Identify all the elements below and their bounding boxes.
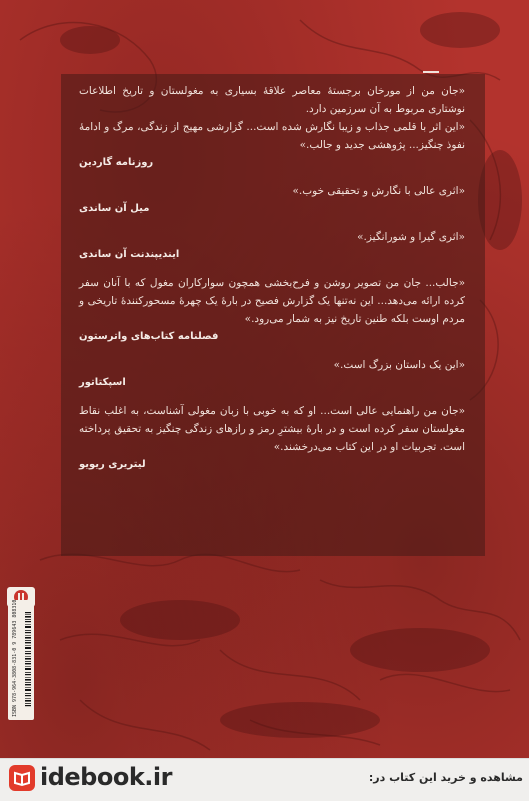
quote-source-5: اسپکتاتور (79, 377, 126, 388)
isbn-number: ISBN 978-964-3808-831-0 (12, 647, 18, 717)
quote-3: «اثری گیرا و شورانگیز.» (357, 231, 465, 243)
quote-source-2: میل آن ساندی (79, 203, 150, 214)
quote-6: «جان من راهنمایی عالی است... او که به خوبی با زبان مغولی آشناست، به اغلب نقاط مغولستان سفر کرده است و در بارهٔ بیشترِ رمز و رازهای زندگی چنگیز به تحقیق پرداخته است. تجربیات او در این کتاب می‌درخشند.» (79, 405, 465, 453)
quote-source-6: لیتریری ریویو (79, 459, 146, 470)
quote-4: «جالب... جان من تصویر روشن و فرح‌بخشی همچون سوارکاران مغول که با آنان سفر کرده ارائه می‌دهد... این نه‌تنها یک گزارش فصیح در بارهٔ یک چهرهٔ مسحورکنندهٔ تاریخی و مردم اوست بلکه طنین تاریخ نیز به شمار می‌رود.» (79, 277, 465, 325)
isbn-label (12, 599, 28, 717)
intro-text: «جان من از مورخان برجستهٔ معاصر علاقهٔ بسیاری به مغولستان و تاریخ اطلاعات نوشتاری مربوط به آن سرزمین دارد. (79, 85, 465, 115)
quote-source-3: ایندیپندنت آن ساندی (79, 249, 180, 260)
review-panel (61, 74, 485, 556)
barcode-digits: 9 789643 808310 (12, 599, 18, 645)
quote-source-4: فصلنامه کتاب‌های واترستون (79, 331, 219, 342)
quote-2: «اثری عالی با نگارش و تحقیقی خوب.» (292, 185, 465, 197)
idebook-brand[interactable]: idebook.ir (40, 763, 172, 791)
quote-source-1: روزنامه گاردین (79, 157, 154, 168)
watermark-caption: مشاهده و خرید این کتاب در: (368, 771, 523, 784)
quote-1: «این اثر با قلمی جذاب و زیبا نگارش شده است... گزارشی مهیج از زندگی، مرگ و ادامهٔ نفوذ چنگیز... پژوهشی جدید و جالب.» (79, 121, 465, 151)
idebook-logo-icon (8, 764, 36, 792)
quote-5: «این یک داستان بزرگ است.» (333, 359, 465, 371)
decorative-dash (423, 71, 439, 73)
